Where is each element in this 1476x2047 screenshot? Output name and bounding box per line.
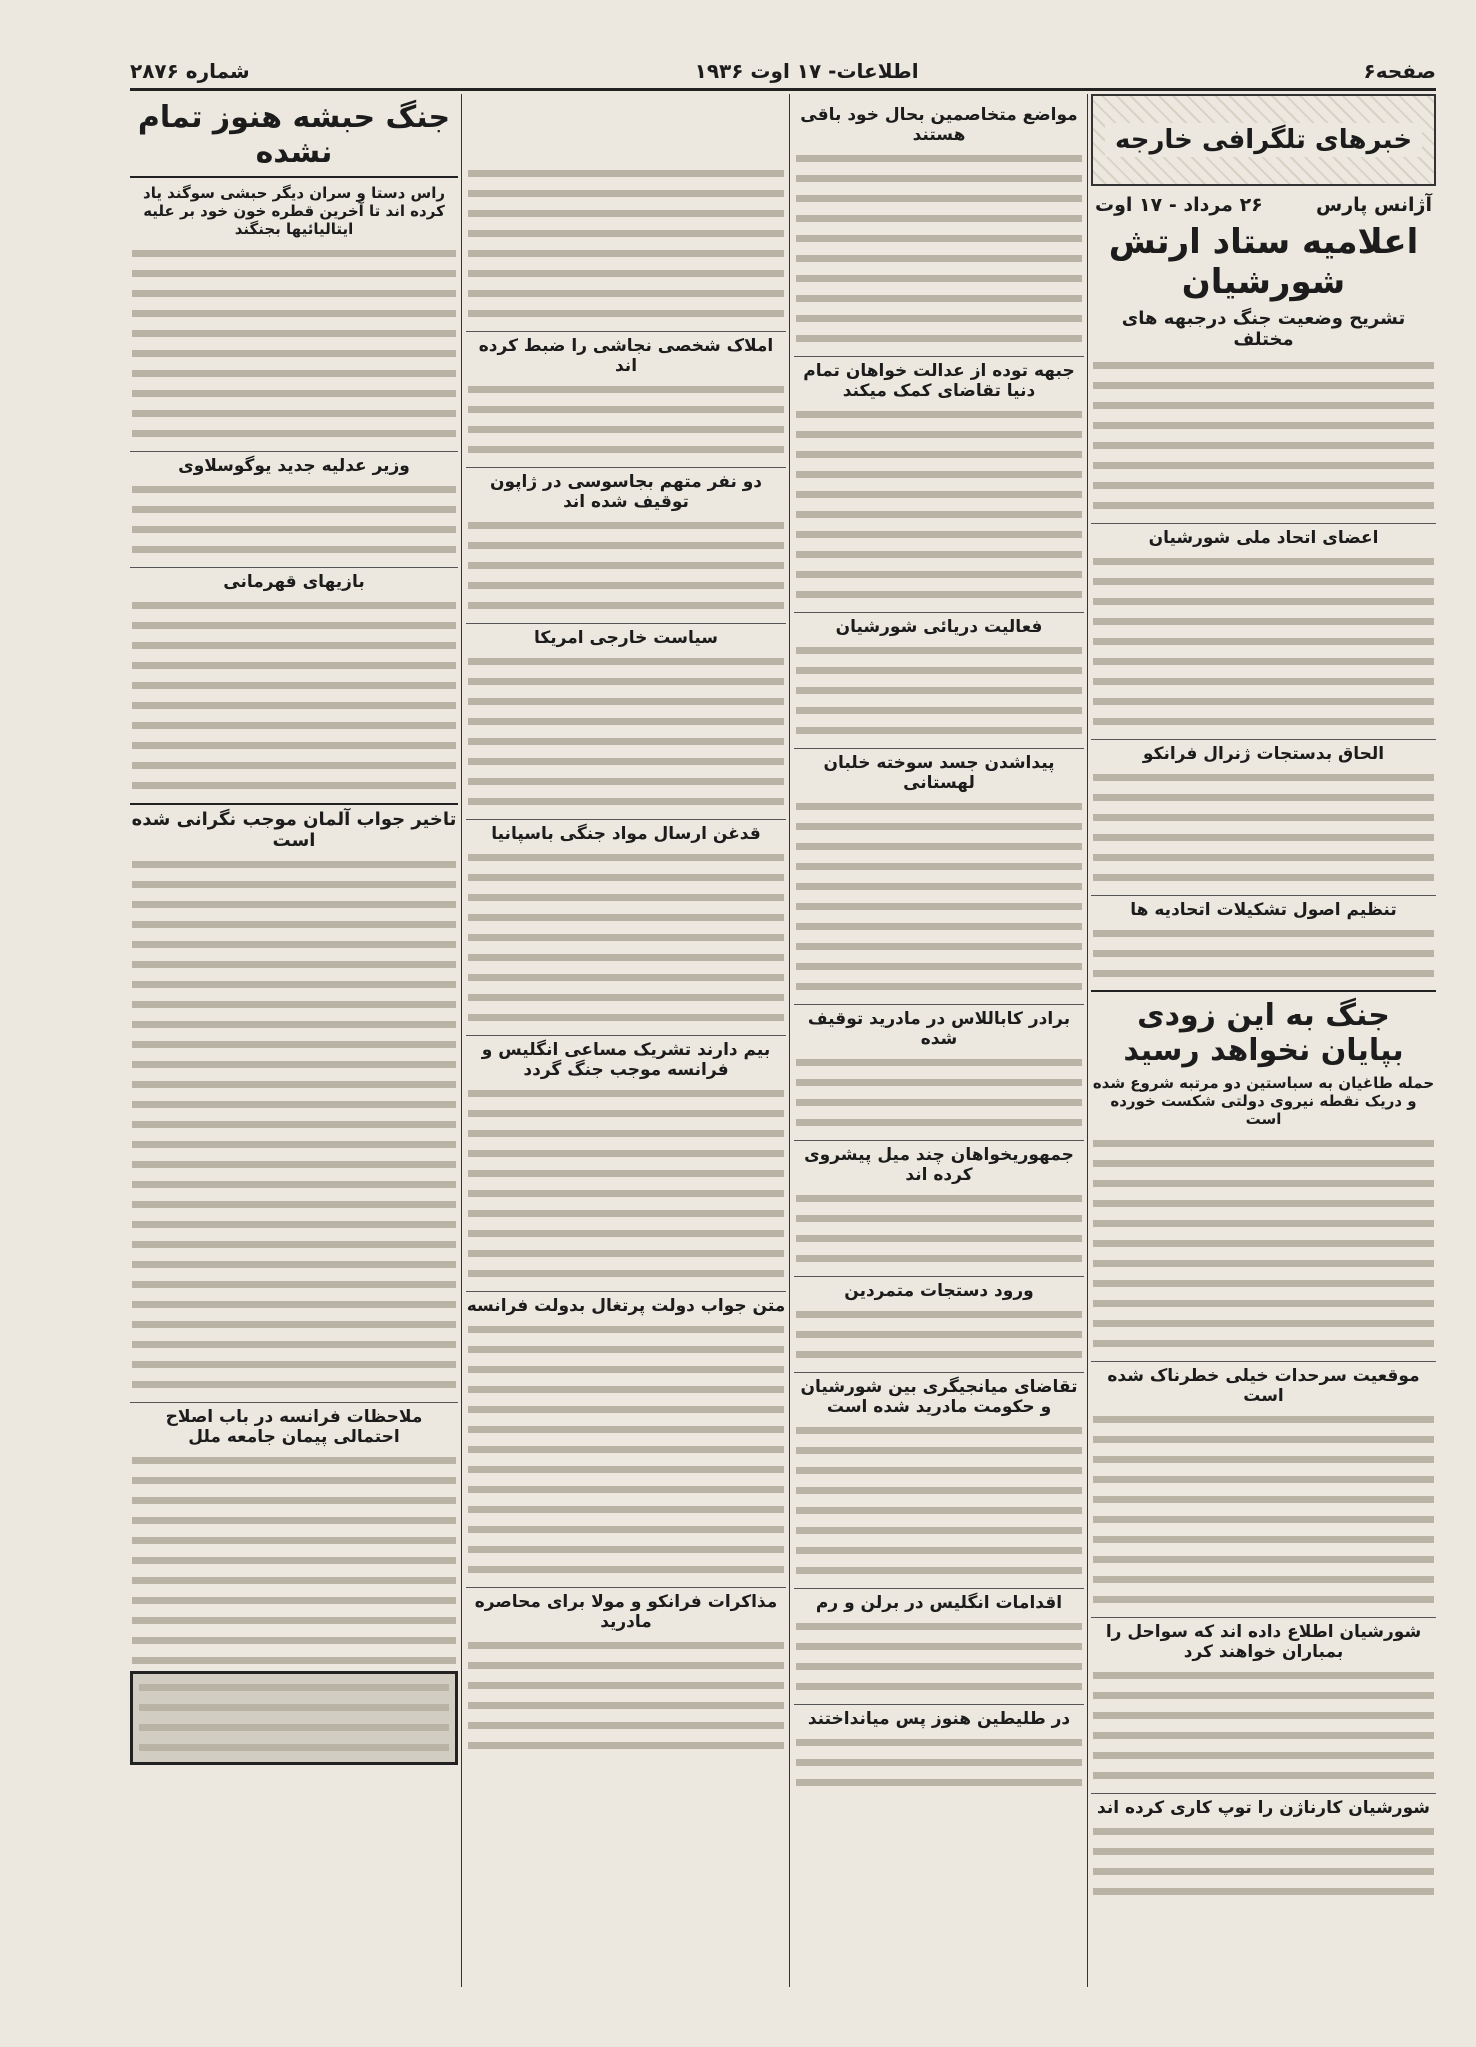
- article-body: [468, 164, 784, 324]
- section-heading: قدغن ارسال مواد جنگی باسپانیا: [466, 819, 786, 844]
- column-ethiopia-news: [130, 94, 458, 1987]
- article-body: [468, 1320, 784, 1580]
- article-body: [132, 596, 456, 796]
- article-body: [468, 1084, 784, 1284]
- section-heading: اقدامات انگلیس در برلن و رم: [794, 1588, 1084, 1613]
- article-body: [1093, 1134, 1434, 1354]
- section-heading: تقاضای میانجیگری بین شورشیان و حکومت مادرید شده است: [794, 1372, 1084, 1417]
- article-body: [132, 855, 456, 1395]
- section-heading: فعالیت دریائی شورشیان: [794, 612, 1084, 637]
- subheadline-ras-desta: راس دستا و سران دیگر حبشی سوگند یاد کرده اند تا آخرین قطره خون خود بر علیه ایتالیائیها بجنگند: [143, 184, 445, 238]
- article-body: [796, 1189, 1082, 1269]
- section-heading: الحاق بدستجات ژنرال فرانکو: [1091, 739, 1436, 764]
- article-body: [132, 244, 456, 444]
- article-body: [1093, 552, 1434, 732]
- foreign-news-banner: [1091, 94, 1436, 186]
- section-heading: تاخیر جواب آلمان موجب نگرانی شده است: [130, 803, 458, 851]
- section-heading: متن جواب دولت پرتغال بدولت فرانسه: [466, 1291, 786, 1316]
- article-body: [796, 405, 1082, 605]
- column-divider: [1087, 94, 1088, 1987]
- news-date: ۲۶ مرداد - ۱۷ اوت: [1095, 194, 1263, 216]
- article-body: [468, 652, 784, 812]
- article-body: [1093, 1410, 1434, 1610]
- headline-war-not-over: جنگ به این زودی بپایان نخواهد رسید: [1091, 990, 1436, 1068]
- article-body: [796, 641, 1082, 741]
- page-header: [130, 58, 1436, 84]
- article-body: [796, 1617, 1082, 1697]
- section-heading: دو نفر متهم بجاسوسی در ژاپون توقیف شده اند: [466, 467, 786, 512]
- section-heading: پیداشدن جسد سوخته خلبان لهستانی: [794, 748, 1084, 793]
- article-body: [468, 380, 784, 460]
- banner-title: خبرهای تلگرافی خارجه: [1105, 123, 1422, 157]
- dateline: [1095, 194, 1432, 216]
- headline-abyssinia: جنگ حبشه هنوز تمام نشده: [130, 100, 458, 178]
- article-body: [796, 1053, 1082, 1133]
- section-heading: بازیهای قهرمانی: [130, 567, 458, 592]
- section-heading: بیم دارند تشریک مساعی انگلیس و فرانسه موجب جنگ گردد: [466, 1035, 786, 1080]
- article-body: [132, 1451, 456, 1671]
- article-body: [1093, 768, 1434, 888]
- article-body: [796, 1733, 1082, 1793]
- article-body: [1093, 924, 1434, 984]
- column-world-news: [466, 94, 786, 1987]
- header-rule: [130, 88, 1436, 91]
- section-heading: مذاکرات فرانکو و مولا برای محاصره مادرید: [466, 1587, 786, 1632]
- section-heading: وزیر عدلیه جدید یوگوسلاوی: [130, 451, 458, 476]
- section-heading: ملاحظات فرانسه در باب اصلاح احتمالی پیمان جامعه ملل: [130, 1402, 458, 1447]
- article-body: [1093, 1822, 1434, 1902]
- page-label: صفحه۶: [1363, 59, 1436, 83]
- column-divider: [789, 94, 790, 1987]
- column-divider: [461, 94, 462, 1987]
- section-heading: سیاست خارجی امریکا: [466, 623, 786, 648]
- section-heading: تنظیم اصول تشکیلات اتحادیه ها: [1091, 895, 1436, 920]
- paper-date: اطلاعات- ۱۷ اوت ۱۹۳۶: [694, 59, 919, 83]
- issue-number: شماره ۲۸۷۶: [130, 59, 250, 83]
- article-body: [139, 1678, 449, 1758]
- subheadline-sebastian: حمله طاغیان به سباستین دو مرتبه شروع شده و دریک نقطه نیروی دولتی شکست خورده است: [1092, 1074, 1435, 1128]
- section-heading: جبهه توده از عدالت خواهان تمام دنیا تقاضای کمک میکند: [794, 356, 1084, 401]
- section-heading: ورود دستجات متمردین: [794, 1276, 1084, 1301]
- article-body: [796, 1305, 1082, 1365]
- section-heading: شورشیان اطلاع داده اند که سواحل را بمباران خواهند کرد: [1091, 1617, 1436, 1662]
- subheadline-front: تشریح وضعیت جنگ درجبهه های مختلف: [1121, 308, 1406, 350]
- article-body: [468, 516, 784, 616]
- section-heading: موقعیت سرحدات خیلی خطرناک شده است: [1091, 1361, 1436, 1406]
- article-body: [796, 1421, 1082, 1581]
- section-heading: برادر کاباللاس در مادرید توقیف شده: [794, 1004, 1084, 1049]
- section-heading: مواضع متخاصمین بحال خود باقی هستند: [800, 105, 1078, 145]
- article-body: [132, 480, 456, 560]
- article-body: [796, 149, 1082, 349]
- agency-name: آژانس پارس: [1316, 194, 1432, 216]
- section-heading: جمهوریخواهان چند میل پیشروی کرده اند: [794, 1140, 1084, 1185]
- article-body: [796, 797, 1082, 997]
- section-heading: شورشیان کارناژن را توپ کاری کرده اند: [1091, 1793, 1436, 1818]
- boxed-notice: [130, 1671, 458, 1765]
- section-heading: اعضای اتحاد ملی شورشیان: [1091, 523, 1436, 548]
- article-body: [1093, 356, 1434, 516]
- section-heading: املاک شخصی نجاشی را ضبط کرده اند: [466, 331, 786, 376]
- column-foreign-news: [1091, 94, 1436, 1987]
- section-heading: در طلیطین هنوز پس میانداختند: [794, 1704, 1084, 1729]
- article-body: [468, 848, 784, 1028]
- article-body: [1093, 1666, 1434, 1786]
- headline-rebel-staff: اعلامیه ستاد ارتش شورشیان: [1108, 222, 1419, 302]
- article-body: [468, 1636, 784, 1756]
- column-spain-news: [794, 94, 1084, 1987]
